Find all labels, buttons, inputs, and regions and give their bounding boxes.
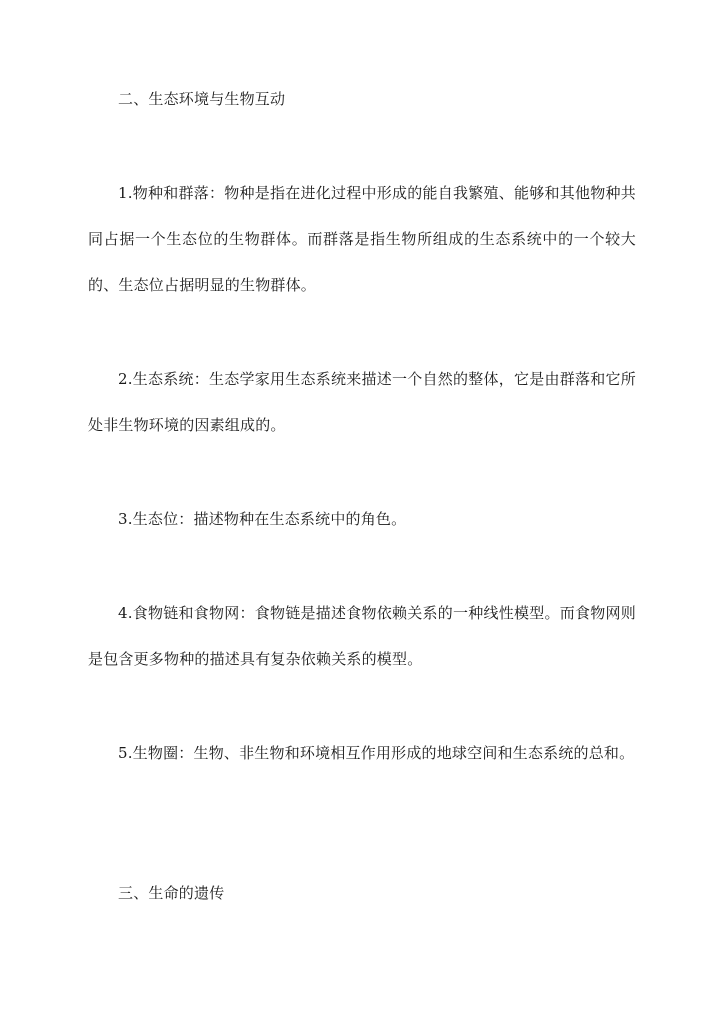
paragraph-food-chain-web: 4.食物链和食物网：食物链是描述食物依赖关系的一种线性模型。而食物网则是包含更多物种的描述具有复杂依赖关系的模型。: [88, 604, 636, 668]
section-heading: 二、生态环境与生物互动: [118, 90, 286, 108]
paragraph-species-community: 1.物种和群落：物种是指在进化过程中形成的能自我繁殖、能够和其他物种共同占据一个生态位的生物群体。而群落是指生物所组成的生态系统中的一个较大的、生态位占据明显的生物群体。: [88, 184, 636, 294]
paragraph-ecosystem: 2.生态系统：生态学家用生态系统来描述一个自然的整体，它是由群落和它所处非生物环境的因素组成的。: [88, 370, 636, 434]
section-heading: 三、生命的遗传: [118, 884, 225, 902]
paragraph-niche: 3.生态位：描述物种在生态系统中的角色。: [118, 510, 407, 528]
paragraph-biosphere: 5.生物圈：生物、非生物和环境相互作用形成的地球空间和生态系统的总和。: [118, 744, 635, 762]
